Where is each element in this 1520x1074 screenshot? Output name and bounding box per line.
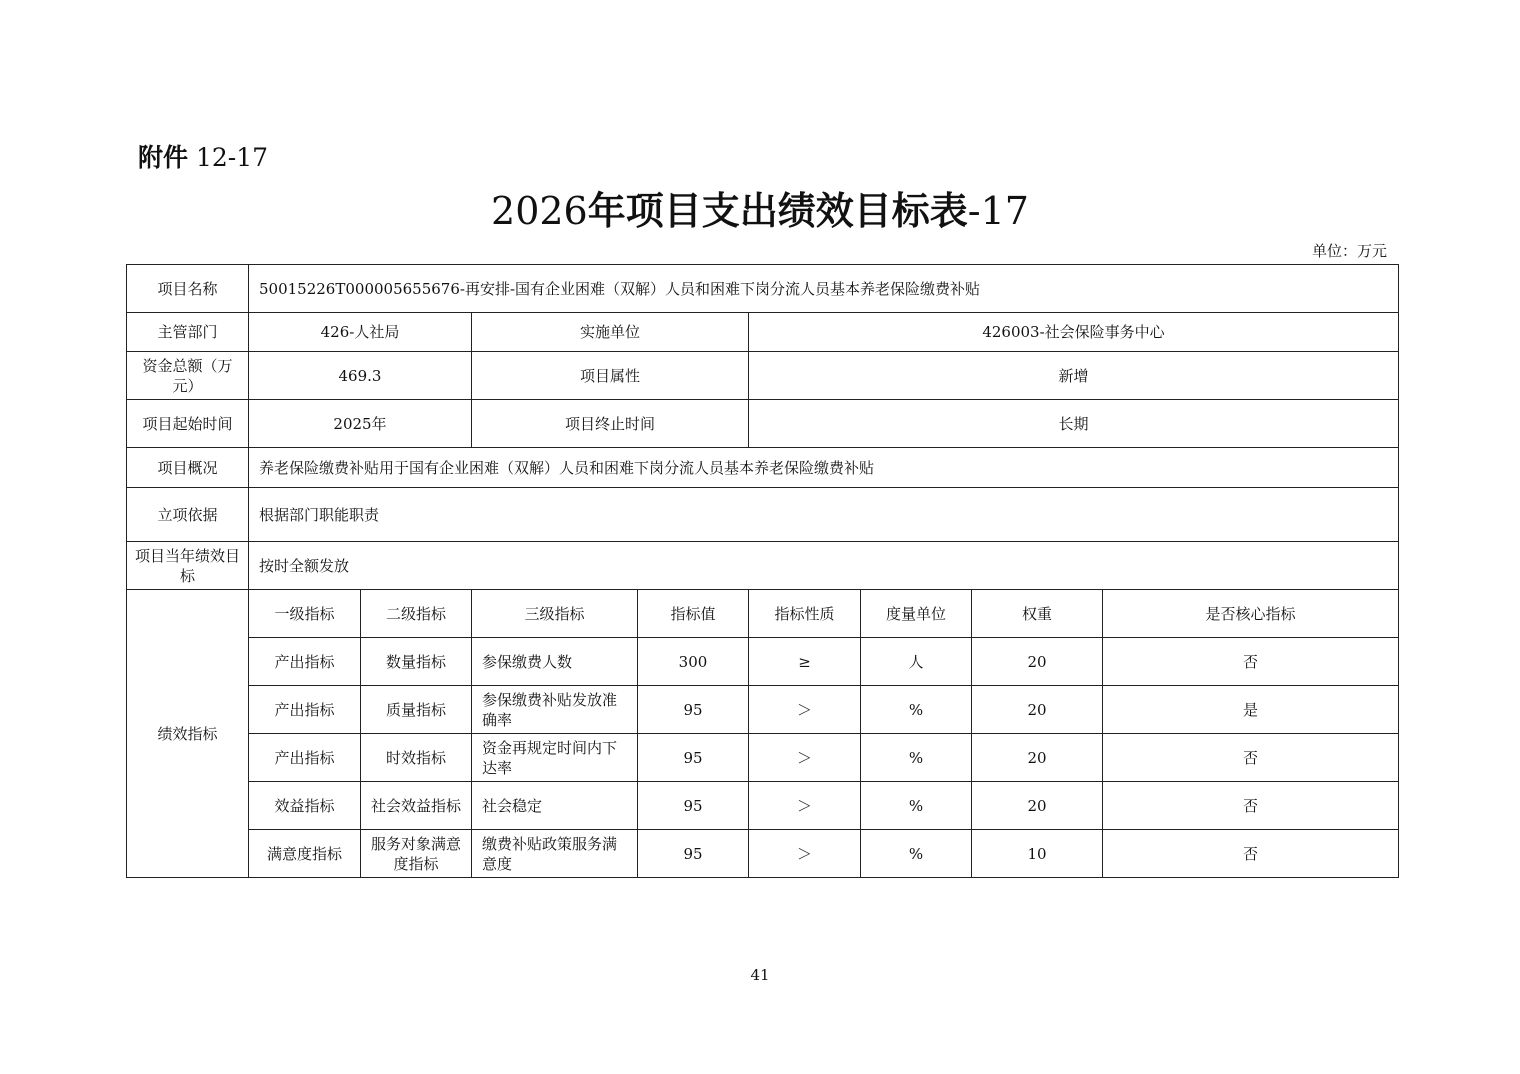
unit-label: 单位：万元 bbox=[1311, 242, 1387, 260]
core-cell: 是 bbox=[1103, 686, 1399, 734]
level1-cell: 满意度指标 bbox=[249, 830, 361, 878]
level3-cell: 参保缴费补贴发放准确率 bbox=[472, 686, 638, 734]
attr-label: 项目属性 bbox=[472, 352, 749, 400]
weight-cell: 10 bbox=[972, 830, 1103, 878]
unit-cell: % bbox=[861, 734, 972, 782]
value-cell: 95 bbox=[638, 782, 749, 830]
header-cell: 二级指标 bbox=[361, 590, 472, 638]
indicator-section-label: 绩效指标 bbox=[127, 590, 249, 878]
dept-label: 主管部门 bbox=[127, 313, 249, 352]
core-cell: 否 bbox=[1103, 734, 1399, 782]
table-row bbox=[127, 830, 1399, 878]
level1-cell: 产出指标 bbox=[249, 734, 361, 782]
weight-cell: 20 bbox=[972, 686, 1103, 734]
weight-cell: 20 bbox=[972, 782, 1103, 830]
unit-cell: % bbox=[861, 782, 972, 830]
title-year: 2026 bbox=[491, 189, 588, 233]
basis-value: 根据部门职能职责 bbox=[249, 488, 1399, 542]
goal-label: 项目当年绩效目标 bbox=[127, 542, 249, 590]
project-name-value: 50015226T000005655676-再安排-国有企业困难（双解）人员和困难下岗分流人员基本养老保险缴费补贴 bbox=[249, 265, 1399, 313]
unit-cell: % bbox=[861, 686, 972, 734]
start-label: 项目起始时间 bbox=[127, 400, 249, 448]
table-row bbox=[127, 782, 1399, 830]
level3-cell: 社会稳定 bbox=[472, 782, 638, 830]
row-overview bbox=[127, 448, 1399, 488]
nature-cell: ＞ bbox=[749, 782, 861, 830]
value-cell: 95 bbox=[638, 830, 749, 878]
level1-cell: 效益指标 bbox=[249, 782, 361, 830]
level2-cell: 数量指标 bbox=[361, 638, 472, 686]
overview-label: 项目概况 bbox=[127, 448, 249, 488]
attachment-number: 12-17 bbox=[195, 143, 269, 172]
unit-cell: % bbox=[861, 830, 972, 878]
header-cell: 权重 bbox=[972, 590, 1103, 638]
fund-value: 469.3 bbox=[249, 352, 472, 400]
table-row bbox=[127, 638, 1399, 686]
level1-cell: 产出指标 bbox=[249, 686, 361, 734]
table-row bbox=[127, 686, 1399, 734]
value-cell: 300 bbox=[638, 638, 749, 686]
row-department bbox=[127, 313, 1399, 352]
level2-cell: 服务对象满意度指标 bbox=[361, 830, 472, 878]
performance-table bbox=[126, 264, 1399, 878]
header-cell: 指标性质 bbox=[749, 590, 861, 638]
end-value: 长期 bbox=[749, 400, 1399, 448]
row-basis bbox=[127, 488, 1399, 542]
row-project-name bbox=[127, 265, 1399, 313]
dept-value: 426-人社局 bbox=[249, 313, 472, 352]
basis-label: 立项依据 bbox=[127, 488, 249, 542]
unit-cell: 人 bbox=[861, 638, 972, 686]
nature-cell: ＞ bbox=[749, 686, 861, 734]
header-cell: 三级指标 bbox=[472, 590, 638, 638]
header-cell: 是否核心指标 bbox=[1103, 590, 1399, 638]
weight-cell: 20 bbox=[972, 638, 1103, 686]
level3-cell: 缴费补贴政策服务满意度 bbox=[472, 830, 638, 878]
goal-value: 按时全额发放 bbox=[249, 542, 1399, 590]
project-name-label: 项目名称 bbox=[127, 265, 249, 313]
level2-cell: 质量指标 bbox=[361, 686, 472, 734]
attr-value: 新增 bbox=[749, 352, 1399, 400]
attachment-label bbox=[138, 138, 268, 174]
title-suffix: -17 bbox=[967, 189, 1029, 233]
level1-cell: 产出指标 bbox=[249, 638, 361, 686]
impl-label: 实施单位 bbox=[472, 313, 749, 352]
overview-value: 养老保险缴费补贴用于国有企业困难（双解）人员和困难下岗分流人员基本养老保险缴费补贴 bbox=[249, 448, 1399, 488]
level3-cell: 资金再规定时间内下达率 bbox=[472, 734, 638, 782]
weight-cell: 20 bbox=[972, 734, 1103, 782]
page-number: 41 bbox=[750, 966, 770, 984]
value-cell: 95 bbox=[638, 734, 749, 782]
title-main: 年项目支出绩效目标表 bbox=[587, 189, 968, 233]
indicator-header-row bbox=[127, 590, 1399, 638]
core-cell: 否 bbox=[1103, 830, 1399, 878]
fund-label: 资金总额（万元） bbox=[127, 352, 249, 400]
nature-cell: ＞ bbox=[749, 830, 861, 878]
attachment-prefix: 附件 bbox=[138, 143, 189, 172]
header-cell: 指标值 bbox=[638, 590, 749, 638]
value-cell: 95 bbox=[638, 686, 749, 734]
nature-cell: ≥ bbox=[749, 638, 861, 686]
impl-value: 426003-社会保险事务中心 bbox=[749, 313, 1399, 352]
row-time bbox=[127, 400, 1399, 448]
page-title bbox=[0, 180, 1520, 235]
level2-cell: 时效指标 bbox=[361, 734, 472, 782]
header-cell: 一级指标 bbox=[249, 590, 361, 638]
core-cell: 否 bbox=[1103, 782, 1399, 830]
end-label: 项目终止时间 bbox=[472, 400, 749, 448]
level3-cell: 参保缴费人数 bbox=[472, 638, 638, 686]
row-fund bbox=[127, 352, 1399, 400]
nature-cell: ＞ bbox=[749, 734, 861, 782]
row-goal bbox=[127, 542, 1399, 590]
level2-cell: 社会效益指标 bbox=[361, 782, 472, 830]
header-cell: 度量单位 bbox=[861, 590, 972, 638]
core-cell: 否 bbox=[1103, 638, 1399, 686]
table-row bbox=[127, 734, 1399, 782]
start-value: 2025年 bbox=[249, 400, 472, 448]
